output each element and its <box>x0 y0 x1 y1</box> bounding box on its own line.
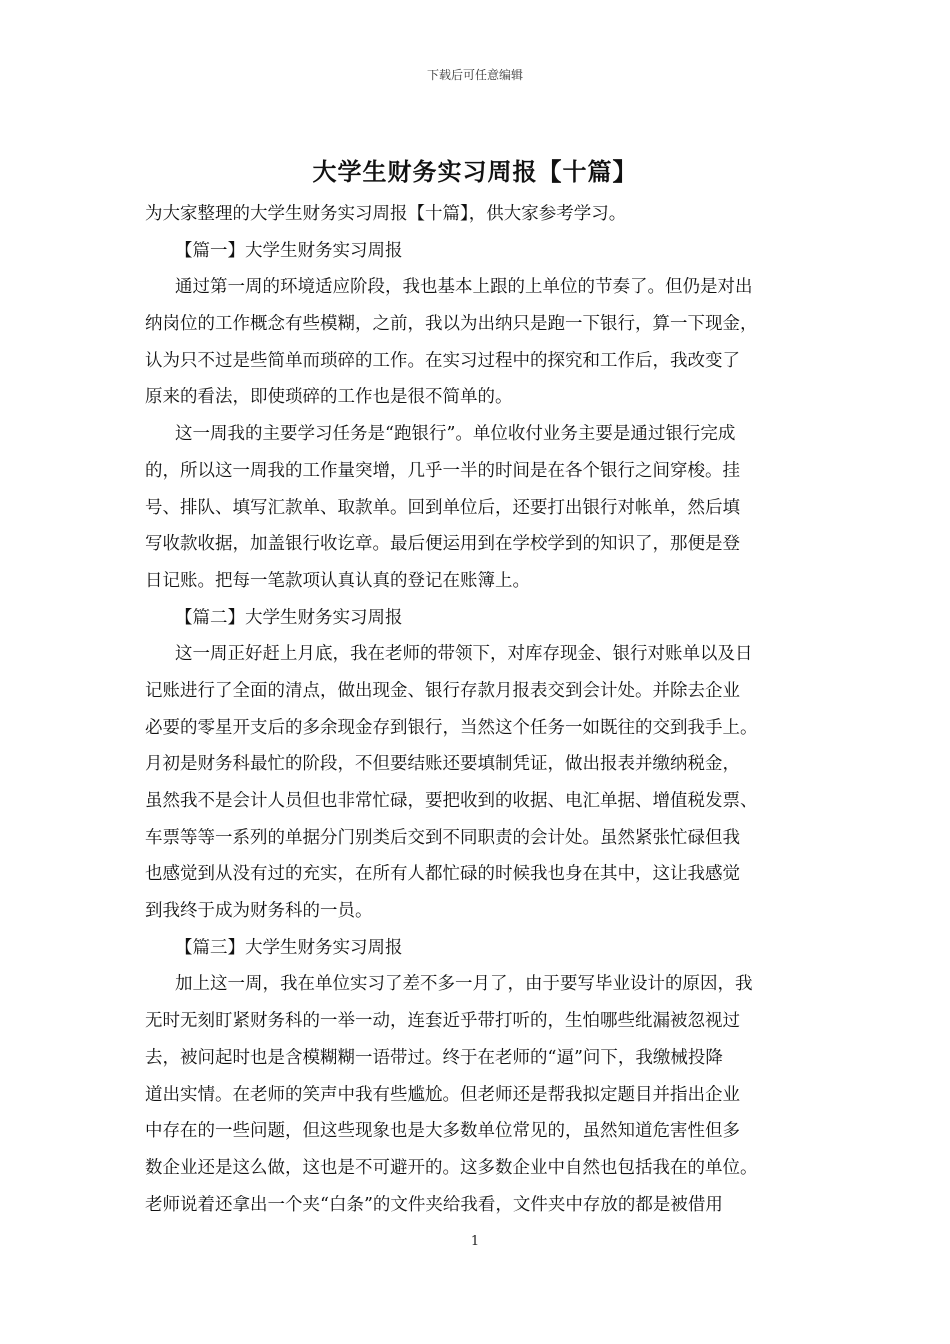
text-line: 车票等等一系列的单据分门别类后交到不同职责的会计处。虽然紧张忙碌但我 <box>145 827 740 848</box>
text-line: 月初是财务科最忙的阶段，不但要结账还要填制凭证，做出报表并缴纳税金， <box>145 754 740 775</box>
text-line: 【篇一】大学生财务实习周报 <box>175 240 403 261</box>
text-line: 中存在的一些问题，但这些现象也是大多数单位常见的，虽然知道危害性但多 <box>145 1121 740 1142</box>
text-line: 认为只不过是些简单而琐碎的工作。在实习过程中的探究和工作后，我改变了 <box>145 350 740 371</box>
text-line: 【篇三】大学生财务实习周报 <box>175 937 403 958</box>
text-line: 原来的看法，即使琐碎的工作也是很不简单的。 <box>145 387 513 408</box>
text-line: 记账进行了全面的清点，做出现金、银行存款月报表交到会计处。并除去企业 <box>145 680 740 701</box>
page-number: 1 <box>470 1234 480 1249</box>
text-line: 的，所以这一周我的工作量突增，几乎一半的时间是在各个银行之间穿梭。挂 <box>145 460 740 481</box>
text-line: 数企业还是这么做，这也是不可避开的。这多数企业中自然也包括我在的单位。 <box>145 1157 758 1178</box>
text-line: 通过第一周的环境适应阶段，我也基本上跟的上单位的节奏了。但仍是对出 <box>175 277 753 298</box>
text-line: 日记账。把每一笔款项认真认真的登记在账簿上。 <box>145 570 530 591</box>
text-line: 这一周我的主要学习任务是“跑银行”。单位收付业务主要是通过银行完成 <box>175 424 736 445</box>
text-line: 这一周正好赶上月底，我在老师的带领下，对库存现金、银行对账单以及日 <box>175 644 753 665</box>
text-line: 【篇二】大学生财务实习周报 <box>175 607 403 628</box>
header-note: 下载后可任意编辑 <box>426 68 523 82</box>
text-line: 必要的零星开支后的多余现金存到银行，当然这个任务一如既往的交到我手上。 <box>145 717 758 738</box>
text-line: 去，被问起时也是含模糊糊一语带过。终于在老师的“逼”问下，我缴械投降 <box>145 1047 723 1068</box>
text-line: 无时无刻盯紧财务科的一举一动，连套近乎带打听的，生怕哪些纰漏被忽视过 <box>145 1011 740 1032</box>
text-line: 加上这一周，我在单位实习了差不多一月了，由于要写毕业设计的原因，我 <box>175 974 753 995</box>
document-body <box>145 196 813 1223</box>
text-line: 写收款收据，加盖银行收讫章。最后便运用到在学校学到的知识了，那便是登 <box>145 534 740 555</box>
text-line: 为大家整理的大学生财务实习周报【十篇】，供大家参考学习。 <box>145 204 627 224</box>
text-line: 老师说着还拿出一个夹“白条”的文件夹给我看，文件夹中存放的都是被借用 <box>145 1194 723 1215</box>
text-line: 道出实情。在老师的笑声中我有些尴尬。但老师还是帮我拟定题目并指出企业 <box>145 1084 740 1105</box>
document-title: 大学生财务实习周报【十篇】 <box>312 157 638 186</box>
text-line: 号、排队、填写汇款单、取款单。回到单位后，还要打出银行对帐单，然后填 <box>145 497 740 518</box>
text-line: 纳岗位的工作概念有些模糊，之前，我以为出纳只是跑一下银行，算一下现金， <box>145 314 758 335</box>
text-line: 也感觉到从没有过的充实，在所有人都忙碌的时候我也身在其中，这让我感觉 <box>145 864 740 885</box>
text-line: 到我终于成为财务科的一员。 <box>145 901 373 922</box>
text-line: 虽然我不是会计人员但也非常忙碌，要把收到的收据、电汇单据、增值税发票、 <box>145 791 758 811</box>
